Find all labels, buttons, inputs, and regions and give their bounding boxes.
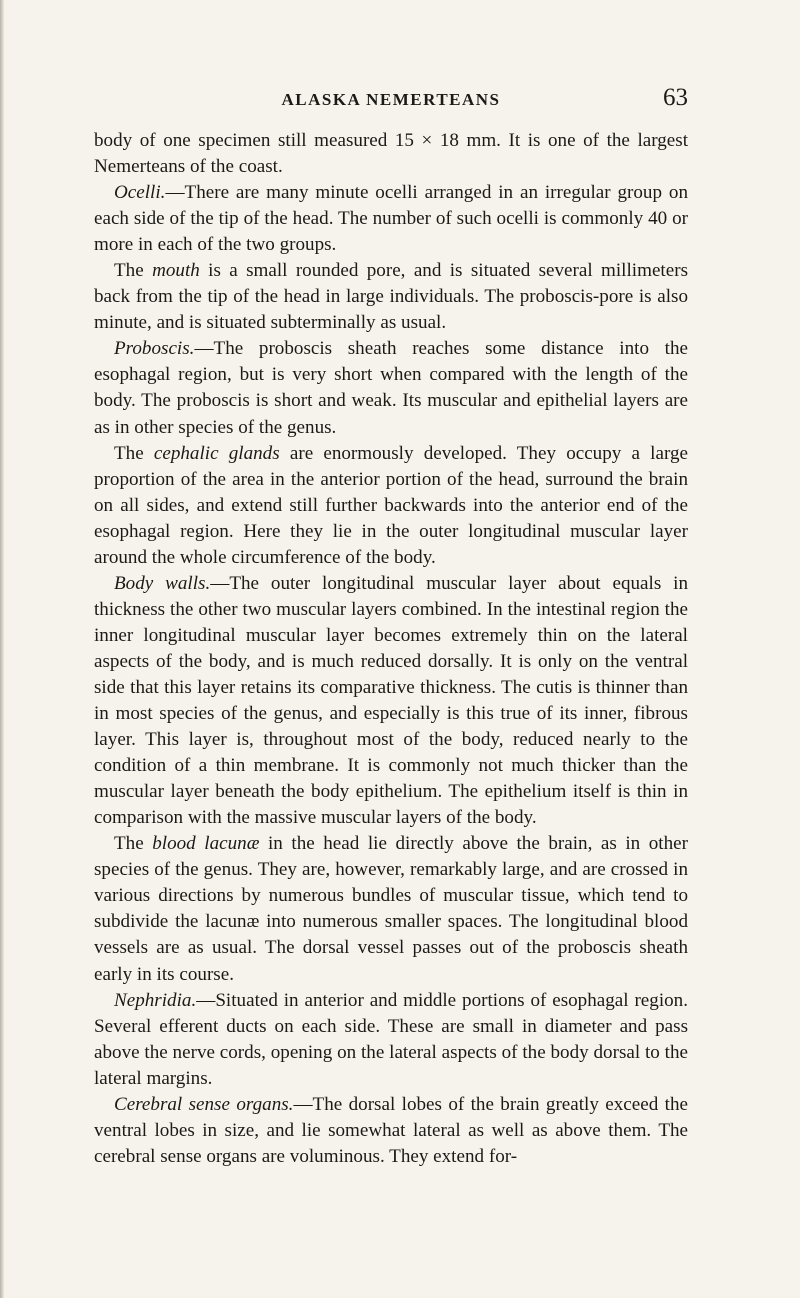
page-binding-edge [0, 0, 4, 1298]
paragraph-body-walls: Body walls.—The outer longitudinal muscular layer about equals in thickness the other two muscular layers combined. In the intestinal region the inner longitudinal muscular layer becomes extremely thin on the lateral aspects of the body, and is much reduced dorsally. It is only on the ventral side that this layer retains its comparative thickness. The cutis is thinner than in most species of the genus, and especially is this true of its inner, fibrous layer. This layer is, throughout most of the body, reduced nearly to the condition of a thin membrane. It is commonly not much thicker than the muscular layer beneath the body epithelium. The epithelium itself is thin in comparison with the massive muscular layers of the body. [94, 572, 688, 829]
paragraph-cerebral-sense-organs: Cerebral sense organs.—The dorsal lobes of the brain greatly exceed the ventral lobes in size, and lie somewhat lateral as well as above them. The cerebral sense organs are voluminous. They extend for- [94, 1093, 688, 1167]
section-heading-body-walls: Body walls. [114, 572, 211, 594]
section-heading-nephridia: Nephridia. [114, 989, 197, 1011]
paragraph-cephalic-glands: The cephalic glands are enormously developed. They occupy a large proportion of the area in the anterior portion of the head, surround the brain on all sides, and extend still further backwards into the anterior end of the esophagal region. Here they lie in the outer longitudinal muscular layer around the whole circumference of the body. [94, 442, 688, 568]
term-mouth: mouth [152, 260, 200, 282]
term-cephalic-glands: cephalic glands [153, 442, 280, 464]
section-heading-proboscis: Proboscis. [114, 338, 195, 360]
running-title: ALASKA NEMERTEANS [281, 90, 501, 109]
page-header [94, 84, 688, 124]
body-text [94, 128, 688, 1170]
section-heading-ocelli: Ocelli. [114, 182, 166, 204]
section-heading-cerebral-sense-organs: Cerebral sense organs. [114, 1093, 294, 1115]
paragraph-specimen-size: body of one specimen still measured 15 × 18 mm. It is one of the largest Nemerteans of the coast. [94, 130, 688, 178]
paragraph-proboscis: Proboscis.—The proboscis sheath reaches some distance into the esophagal region, but is very short when compared with the length of the body. The proboscis is short and weak. Its muscular and epithelial layers are as in other species of the genus. [94, 338, 688, 438]
paragraph-nephridia: Nephridia.—Situated in anterior and middle portions of esophagal region. Several efferent ducts on each side. These are small in diameter and pass above the nerve cords, opening on the lateral aspects of the body dorsal to the lateral margins. [94, 989, 688, 1089]
paragraph-ocelli: Ocelli.—There are many minute ocelli arranged in an irregular group on each side of the tip of the head. The number of such ocelli is commonly 40 or more in each of the two groups. [94, 182, 688, 256]
term-blood-lacunae: blood lacunæ [152, 833, 260, 855]
paragraph-mouth: The mouth is a small rounded pore, and is situated several millimeters back from the tip of the head in large individuals. The proboscis-pore is also minute, and is situated subterminally as usual. [94, 260, 688, 334]
page-number: 63 [663, 84, 688, 111]
paragraph-blood-lacunae: The blood lacunæ in the head lie directly above the brain, as in other species of the genus. They are, however, remarkably large, and are crossed in various directions by numerous bundles of muscular tissue, which tend to subdivide the lacunæ into numerous smaller spaces. The longitudinal blood vessels are as usual. The dorsal vessel passes out of the proboscis sheath early in its course. [94, 833, 688, 985]
